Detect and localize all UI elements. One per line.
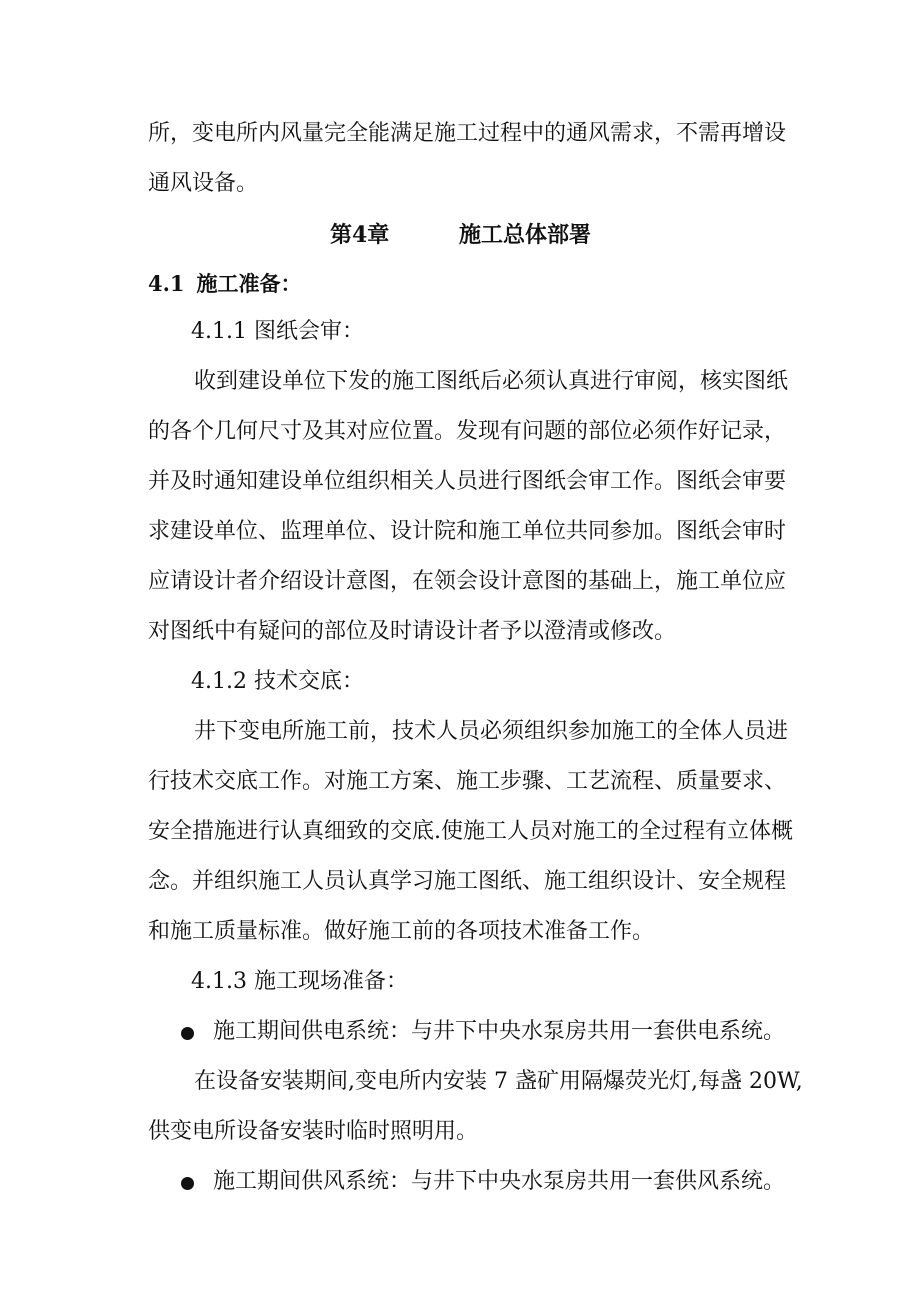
intro-line-1: 所，变电所内风量完全能满足施工过程中的通风需求，不需再增设: [148, 121, 787, 146]
section-heading: [148, 268, 302, 298]
paragraph-line: 的各个几何尺寸及其对应位置。发现有问题的部位必须作好记录，: [148, 419, 787, 444]
paragraph-line: 供变电所设备安装时临时照明用。: [148, 1119, 479, 1144]
subsection-heading-4-1-2: 4.1.2 技术交底：: [191, 669, 364, 694]
paragraph-line: 和施工质量标准。做好施工前的各项技术准备工作。: [148, 919, 655, 944]
bullet-text: 施工期间供电系统：与井下中央水泵房共用一套供电系统。: [213, 1019, 786, 1044]
subsection-heading-4-1-3: 4.1.3 施工现场准备：: [191, 969, 408, 994]
bullet-dot-icon: [181, 1177, 194, 1190]
section-number: 4.1: [148, 271, 185, 296]
paragraph-line: 念。并组织施工人员认真学习施工图纸、施工组织设计、安全规程: [148, 869, 787, 894]
paragraph-line: 在设备安装期间,变电所内安装 7 盏矿用隔爆荧光灯,每盏 20W,: [194, 1069, 803, 1094]
chapter-number: 第4章: [330, 222, 390, 248]
chapter-title: 施工总体部署: [459, 222, 592, 248]
paragraph-line: 行技术交底工作。对施工方案、施工步骤、工艺流程、质量要求、: [148, 769, 787, 794]
section-title: 施工准备：: [196, 271, 302, 296]
subsection-heading-4-1-1: 4.1.1 图纸会审：: [191, 319, 364, 344]
paragraph-line: 求建设单位、监理单位、设计院和施工单位共同参加。图纸会审时: [148, 519, 787, 544]
paragraph-line: 对图纸中有疑问的部位及时请设计者予以澄清或修改。: [148, 619, 677, 644]
paragraph-line: 收到建设单位下发的施工图纸后必须认真进行审阅，核实图纸: [194, 369, 789, 394]
paragraph-line: 井下变电所施工前，技术人员必须组织参加施工的全体人员进: [194, 719, 789, 744]
paragraph-line: 安全措施进行认真细致的交底.使施工人员对施工的全过程有立体概: [148, 819, 793, 844]
intro-line-2: 通风设备。: [148, 171, 259, 196]
bullet-dot-icon: [181, 1027, 194, 1040]
bullet-text: 施工期间供风系统：与井下中央水泵房共用一套供风系统。: [213, 1169, 786, 1194]
paragraph-line: 并及时通知建设单位组织相关人员进行图纸会审工作。图纸会审要: [148, 469, 787, 494]
paragraph-line: 应请设计者介绍设计意图，在领会设计意图的基础上，施工单位应: [148, 569, 787, 594]
